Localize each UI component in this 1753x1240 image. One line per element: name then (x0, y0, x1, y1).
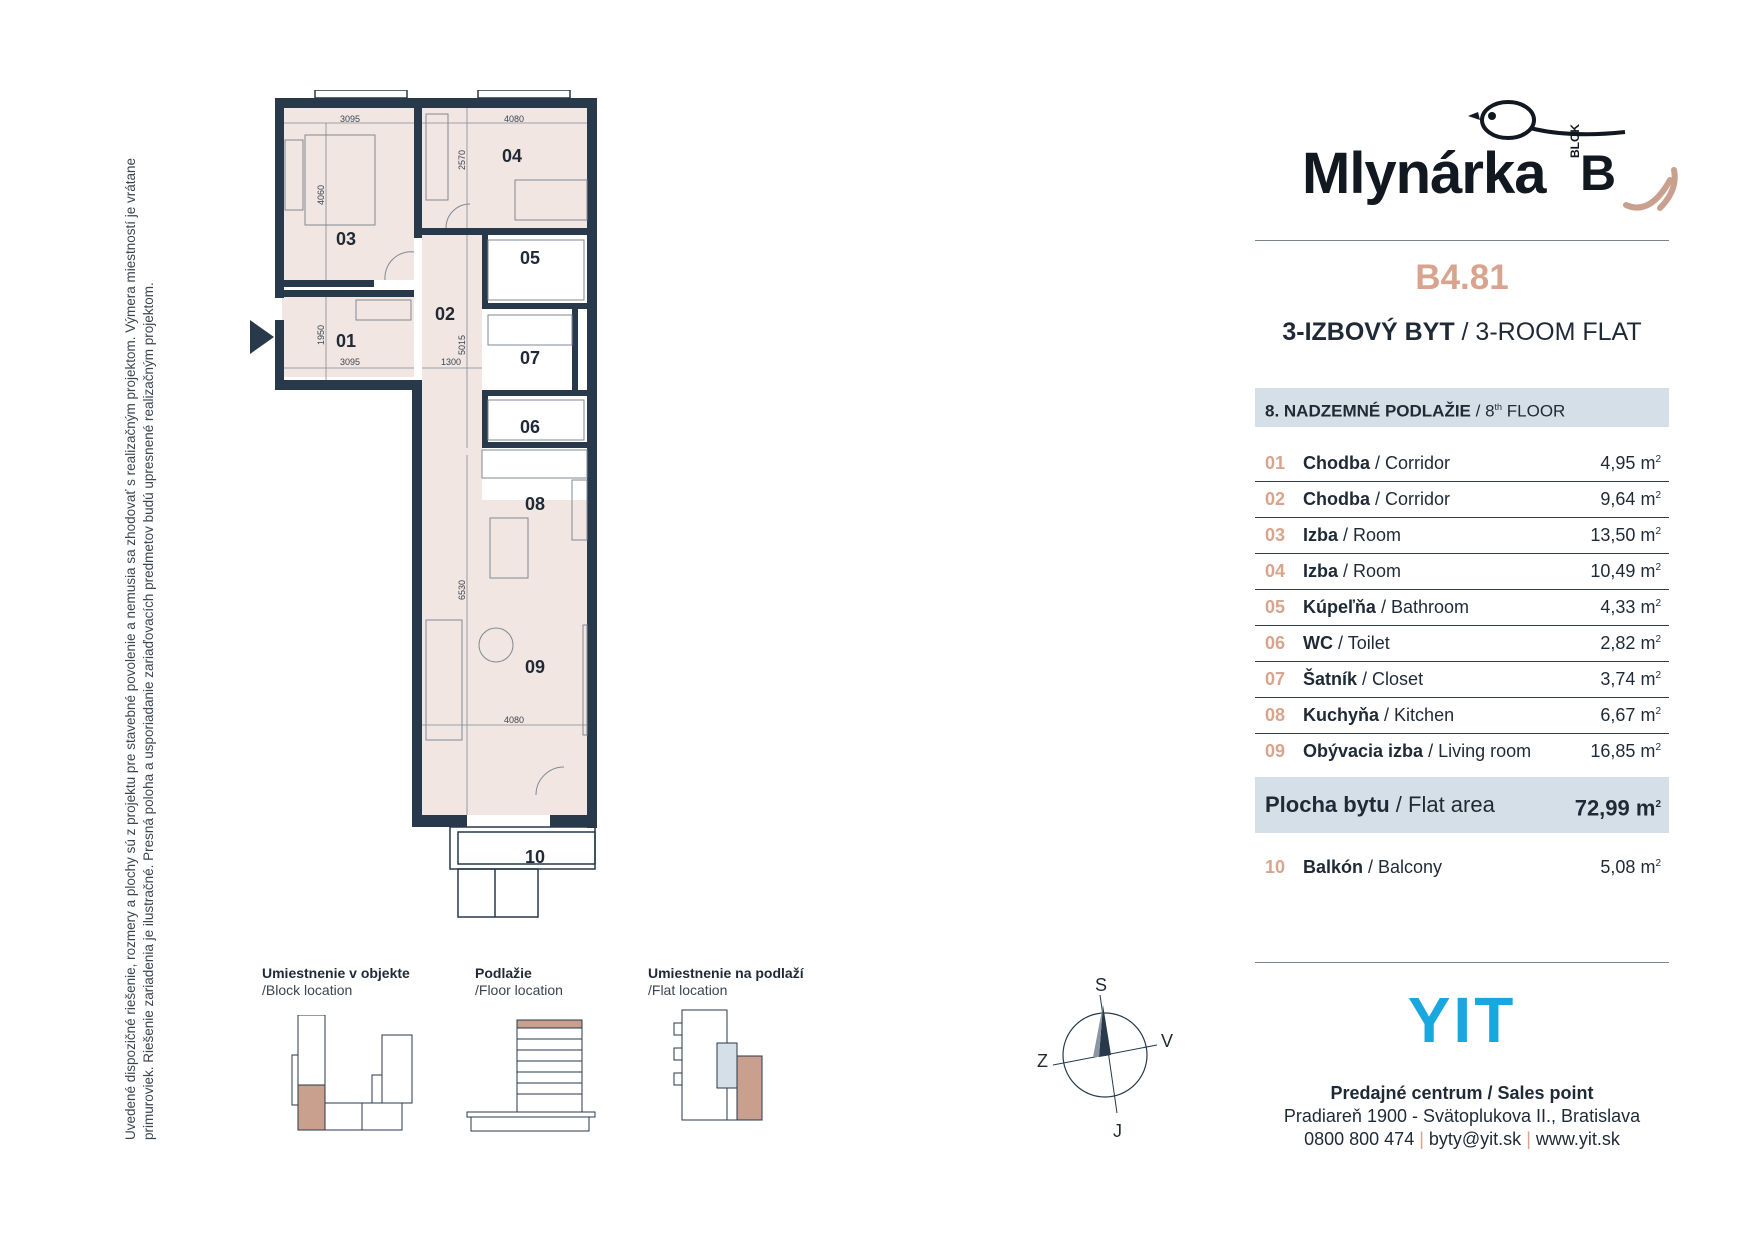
sales-sep: | (1521, 1129, 1536, 1149)
room-area (1600, 669, 1661, 690)
plan-label-02: 02 (435, 304, 456, 324)
room-name-sk: Kuchyňa (1303, 705, 1380, 725)
disclaimer (122, 110, 158, 1140)
room-row (1255, 662, 1669, 698)
room-area-unit: 2 (1655, 598, 1661, 609)
room-name: WC / Toilet (1303, 633, 1390, 653)
hand-mark-icon (1620, 150, 1680, 220)
room-area-value: 6,67 m (1600, 705, 1656, 725)
balcony-area-value: 5,08 m (1600, 857, 1656, 877)
compass-n: S (1095, 975, 1108, 995)
wall-03-04 (414, 108, 422, 238)
sales-title: Predajné centrum / Sales point (1330, 1083, 1594, 1103)
balcony-row (1255, 857, 1669, 887)
disclaimer-line-1: Uvedené dispozičné riešenie, rozmery a plochy sú z projektu pre stavebné povolenie a nemusia sa zhodovať s realizačným projektom. Výmera miestností je vrátane (123, 157, 138, 1140)
dim-02-length: 5015 (457, 334, 467, 355)
room-row (1255, 734, 1669, 769)
window-04 (478, 90, 570, 98)
wall-04-02 (422, 228, 482, 235)
room-area-value: 4,33 m (1600, 597, 1656, 617)
room-area (1600, 633, 1661, 654)
dim-01-depth: 1950 (316, 324, 326, 345)
flat-type-sk: 3-IZBOVÝ BYT (1282, 318, 1455, 346)
room-area-value: 10,49 m (1590, 561, 1656, 581)
floor-en: / 8 (1470, 401, 1495, 421)
minimap-flat-sub: /Flat location (648, 982, 728, 998)
room-area-value: 2,82 m (1600, 633, 1656, 653)
room-name: Šatník / Closet (1303, 669, 1424, 689)
closet-shelves (488, 315, 572, 345)
room-area (1600, 597, 1661, 618)
wall-left-long (412, 380, 422, 825)
minimap-flat-caption (648, 965, 804, 999)
plan-label-10: 10 (525, 847, 546, 867)
plan-label-09: 09 (525, 657, 546, 677)
sales-address: Pradiareň 1900 - Svätoplukova II., Bratislava (1283, 1106, 1641, 1126)
total-label-sk: Plocha bytu (1265, 792, 1390, 817)
room-area (1590, 561, 1661, 582)
balcony-name-sk: Balkón (1303, 857, 1364, 877)
total-value (1575, 777, 1661, 836)
floor-sk: 8. NADZEMNÉ PODLAŽIE (1265, 401, 1471, 421)
footer-rule (1255, 962, 1669, 963)
plan-label-04: 04 (502, 146, 523, 166)
compass-s: J (1113, 1121, 1122, 1141)
room-area-unit: 2 (1655, 706, 1661, 717)
room-row (1255, 482, 1669, 518)
sales-sep: | (1414, 1129, 1429, 1149)
room-num: 09 (1265, 741, 1286, 761)
wall-bottom-right (550, 815, 597, 827)
dim-02-width: 1300 (441, 357, 462, 367)
room-name: Kuchyňa / Kitchen (1303, 705, 1455, 725)
dim-03-width: 3095 (340, 114, 361, 124)
room-name-sk: Izba (1303, 561, 1339, 581)
plan-label-01: 01 (336, 331, 357, 351)
room-name-sk: WC (1303, 633, 1333, 653)
room-area-value: 9,64 m (1600, 489, 1656, 509)
room-name: Izba / Room (1303, 525, 1402, 545)
floor-bar (1255, 388, 1669, 427)
room-area (1600, 453, 1661, 474)
wall-left-lower (275, 320, 284, 390)
plan-label-05: 05 (520, 248, 541, 268)
wall-05-bottom (482, 303, 587, 309)
floor-location-map (465, 1015, 600, 1135)
room-num: 04 (1265, 561, 1286, 581)
room-area-value: 13,50 m (1590, 525, 1656, 545)
room-area-unit: 2 (1655, 454, 1661, 465)
room-04-floor (422, 108, 587, 228)
flat-location-map (672, 1008, 767, 1128)
room-name-en: Toilet (1347, 633, 1390, 653)
room-num: 02 (1265, 489, 1286, 509)
wall-07-right (572, 309, 578, 390)
room-area-value: 3,74 m (1600, 669, 1656, 689)
compass-w: Z (1037, 1051, 1048, 1071)
room-name-en: Closet (1372, 669, 1424, 689)
room-area-unit: 2 (1655, 670, 1661, 681)
total-label-en: / Flat area (1389, 792, 1495, 817)
room-area-unit: 2 (1655, 634, 1661, 645)
room-name-en: Corridor (1385, 489, 1451, 509)
sales-phone[interactable]: 0800 800 474 (1304, 1129, 1415, 1149)
dim-04-width: 4080 (504, 114, 525, 124)
room-name-en: Corridor (1385, 453, 1451, 473)
balcony-name (1303, 857, 1442, 878)
wall-05-left (482, 235, 488, 307)
room-name-sk: Obývacia izba (1303, 741, 1424, 761)
room-name-sk: Chodba (1303, 489, 1370, 509)
wall-06-bottom (482, 442, 587, 448)
room-name: Kúpeľňa / Bathroom (1303, 597, 1470, 617)
room-row (1255, 590, 1669, 626)
room-num: 08 (1265, 705, 1286, 725)
balcony-name-en: / Balcony (1363, 857, 1443, 877)
room-name: Chodba / Corridor (1303, 453, 1451, 473)
room-name: Chodba / Corridor (1303, 489, 1451, 509)
flat-type (1255, 318, 1669, 347)
flat-code: B4.81 (1415, 258, 1509, 297)
window-03 (315, 90, 407, 98)
room-name-en: Room (1353, 525, 1402, 545)
room-name-sk: Šatník (1303, 669, 1358, 689)
room-area (1590, 525, 1661, 546)
room-row (1255, 698, 1669, 734)
room-name-sk: Izba (1303, 525, 1339, 545)
wall-right (587, 98, 597, 828)
room-row (1255, 554, 1669, 590)
room-area-value: 16,85 m (1590, 741, 1656, 761)
room-area (1600, 489, 1661, 510)
room-name: Izba / Room (1303, 561, 1402, 581)
wall-06-left (482, 396, 488, 446)
room-num: 01 (1265, 453, 1286, 473)
disclaimer-line-2: primuroviek. Riešenie zariadenia je ilustračné. Presná poloha a usporiadanie zariaďovacích predmetov budú upresnené realizačným projektom. (141, 282, 156, 1140)
room-area (1590, 741, 1661, 762)
wall-top (275, 98, 595, 108)
logo-letter: B (1580, 145, 1617, 201)
room-num: 03 (1265, 525, 1286, 545)
room-num: 05 (1265, 597, 1286, 617)
dim-08-length: 6530 (457, 579, 467, 600)
room-09-floor (422, 690, 587, 815)
room-area-unit: 2 (1655, 742, 1661, 753)
floor-end: FLOOR (1502, 401, 1566, 421)
logo-word: Mlynárka (1302, 141, 1546, 206)
dim-01-width: 3095 (340, 357, 361, 367)
room-area (1600, 705, 1661, 726)
floor-sup: th (1494, 402, 1503, 412)
room-area-unit: 2 (1655, 490, 1661, 501)
room-03-floor (282, 108, 414, 280)
plan-label-08: 08 (525, 494, 546, 514)
wall-bottom-left (412, 815, 467, 827)
total-label (1265, 777, 1495, 833)
sales-email[interactable]: byty@yit.sk (1428, 1129, 1522, 1149)
room-name-en: Bathroom (1390, 597, 1470, 617)
room-name-sk: Chodba (1303, 453, 1370, 473)
flat-area-total (1255, 777, 1669, 833)
room-name-en: Living room (1438, 741, 1532, 761)
sales-point (1255, 1082, 1669, 1151)
minimap-block-title: Umiestnenie v objekte (262, 965, 410, 981)
plan-label-07: 07 (520, 348, 541, 368)
total-value-num: 72,99 m (1574, 795, 1656, 821)
wall-04-05 (482, 228, 587, 235)
room-area-value: 4,95 m (1600, 453, 1656, 473)
room-name: Obývacia izba / Living room (1303, 741, 1532, 761)
compass-e: V (1161, 1031, 1174, 1051)
total-value-unit: 2 (1655, 799, 1661, 810)
dim-09-width: 4080 (504, 715, 525, 725)
minimap-block-sub: /Block location (262, 982, 353, 998)
room-row (1255, 518, 1669, 554)
logo-blok: BLOK (1568, 124, 1582, 158)
dim-04-depth: 2570 (457, 149, 467, 170)
minimap-floor-sub: /Floor location (475, 982, 563, 998)
minimap-floor-caption (475, 965, 563, 999)
wall-left-upper (275, 98, 284, 298)
yit-logo: YIT (1407, 984, 1517, 1056)
room-num: 07 (1265, 669, 1286, 689)
room-name-en: Kitchen (1394, 705, 1455, 725)
entrance-arrow-icon (250, 320, 274, 354)
minimap-block-caption (262, 965, 410, 999)
room-num: 06 (1265, 633, 1286, 653)
balcony-num: 10 (1265, 857, 1286, 877)
header-rule (1255, 240, 1669, 241)
wall-07-bottom (482, 390, 587, 396)
room-area-unit: 2 (1655, 562, 1661, 573)
room-row (1255, 626, 1669, 662)
sales-web[interactable]: www.yit.sk (1535, 1129, 1620, 1149)
minimap-flat-title: Umiestnenie na podlaží (648, 965, 804, 981)
room-name-en: Room (1353, 561, 1402, 581)
mlynarka-logo (1300, 90, 1680, 230)
wall-entry-bottom (275, 380, 415, 390)
plan-label-06: 06 (520, 417, 541, 437)
room-row (1255, 446, 1669, 482)
wall-03-01 (282, 280, 374, 287)
floor-plan (250, 90, 720, 960)
balcony (450, 827, 595, 917)
dim-03-depth: 4060 (316, 184, 326, 205)
block-location-map (290, 1015, 420, 1135)
room-area-unit: 2 (1655, 526, 1661, 537)
compass (1035, 975, 1175, 1145)
balcony-area-unit: 2 (1655, 858, 1661, 869)
wall-01-top (282, 290, 414, 297)
room-name-sk: Kúpeľňa (1303, 597, 1376, 617)
plan-label-03: 03 (336, 229, 357, 249)
kitchen-counter (482, 450, 587, 478)
sales-contacts (1255, 1128, 1669, 1151)
room-list (1255, 446, 1669, 769)
minimap-floor-title: Podlažie (475, 965, 532, 981)
balcony-area (1600, 857, 1661, 878)
flat-type-en: / 3-ROOM FLAT (1454, 318, 1642, 346)
